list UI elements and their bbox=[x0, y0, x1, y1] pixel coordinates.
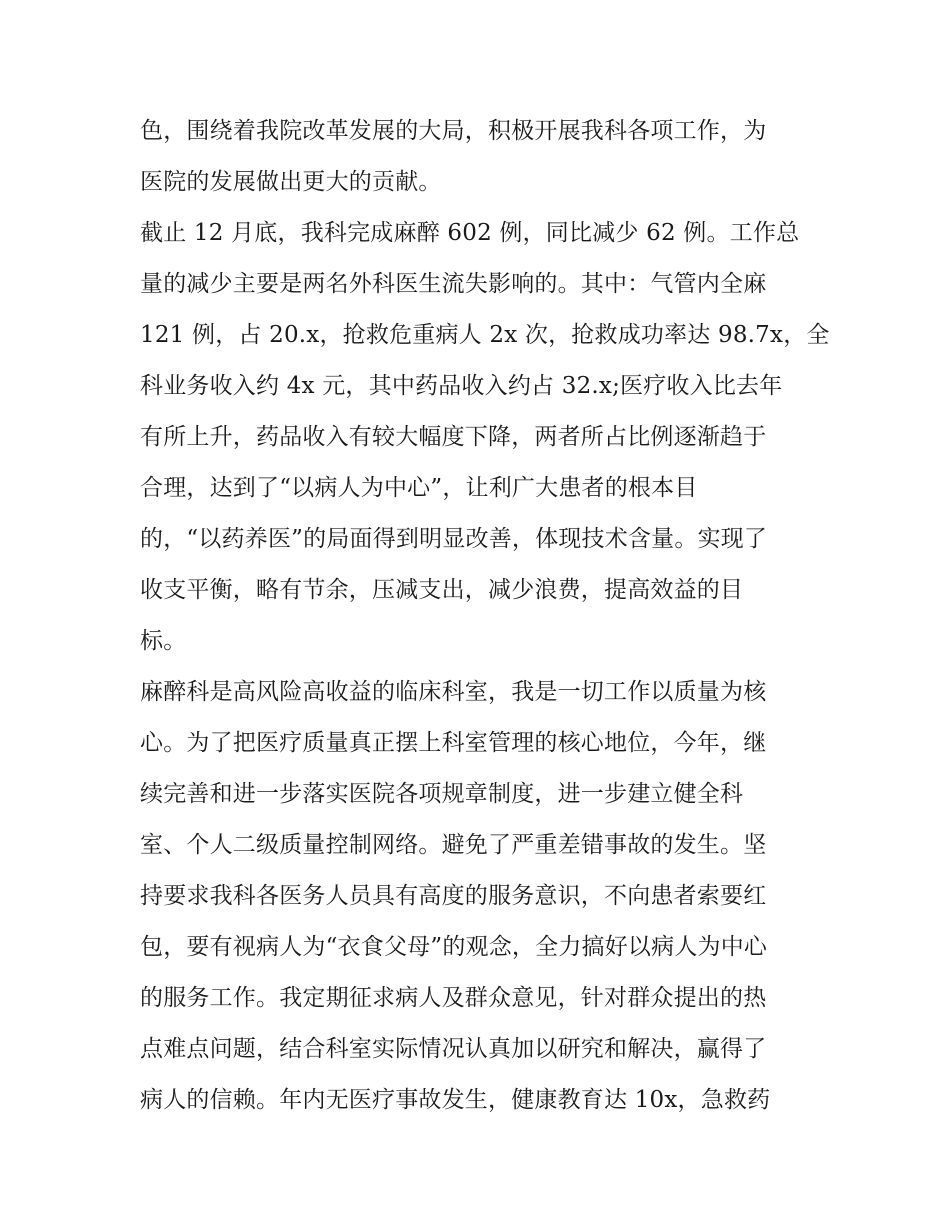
text-line: 合理，达到了“以病人为中心”，让利广大患者的根本目 bbox=[140, 475, 698, 501]
text-line: 截止 12 月底，我科完成麻醉 602 例，同比减少 62 例。工作总 bbox=[140, 220, 800, 246]
text-line: 收支平衡，略有节余，压减支出，减少浪费，提高效益的目 bbox=[140, 577, 744, 603]
text-line: 点难点问题，结合科室实际情况认真加以研究和解决，赢得了 bbox=[140, 1036, 767, 1062]
text-line: 标。 bbox=[140, 628, 187, 654]
text-line: 的，“以药养医”的局面得到明显改善，体现技术含量。实现了 bbox=[140, 526, 768, 552]
text-line: 色，围绕着我院改革发展的大局，积极开展我科各项工作，为 bbox=[140, 118, 767, 144]
text-line: 科业务收入约 4x 元，其中药品收入约占 32.x;医疗收入比去年 bbox=[140, 373, 783, 399]
text-line: 续完善和进一步落实医院各项规章制度，进一步建立健全科 bbox=[140, 781, 744, 807]
text-line: 医院的发展做出更大的贡献。 bbox=[140, 169, 442, 195]
text-line: 量的减少主要是两名外科医生流失影响的。其中：气管内全麻 bbox=[140, 271, 767, 297]
body-text bbox=[140, 106, 830, 1126]
text-line: 的服务工作。我定期征求病人及群众意见，针对群众提出的热 bbox=[140, 985, 767, 1011]
text-line: 病人的信赖。年内无医疗事故发生，健康教育达 10x，急救药 bbox=[140, 1087, 771, 1113]
text-line: 麻醉科是高风险高收益的临床科室，我是一切工作以质量为核 bbox=[140, 679, 767, 705]
text-line: 121 例，占 20.x，抢救危重病人 2x 次，抢救成功率达 98.7x，全 bbox=[140, 322, 830, 348]
text-line: 持要求我科各医务人员具有高度的服务意识，不向患者索要红 bbox=[140, 883, 767, 909]
text-line: 室、个人二级质量控制网络。避免了严重差错事故的发生。坚 bbox=[140, 832, 767, 858]
text-line: 包，要有视病人为“衣食父母”的观念，全力搞好以病人为中心 bbox=[140, 934, 768, 960]
text-line: 有所上升，药品收入有较大幅度下降，两者所占比例逐渐趋于 bbox=[140, 424, 767, 450]
text-line: 心。为了把医疗质量真正摆上科室管理的核心地位，今年，继 bbox=[140, 730, 767, 756]
